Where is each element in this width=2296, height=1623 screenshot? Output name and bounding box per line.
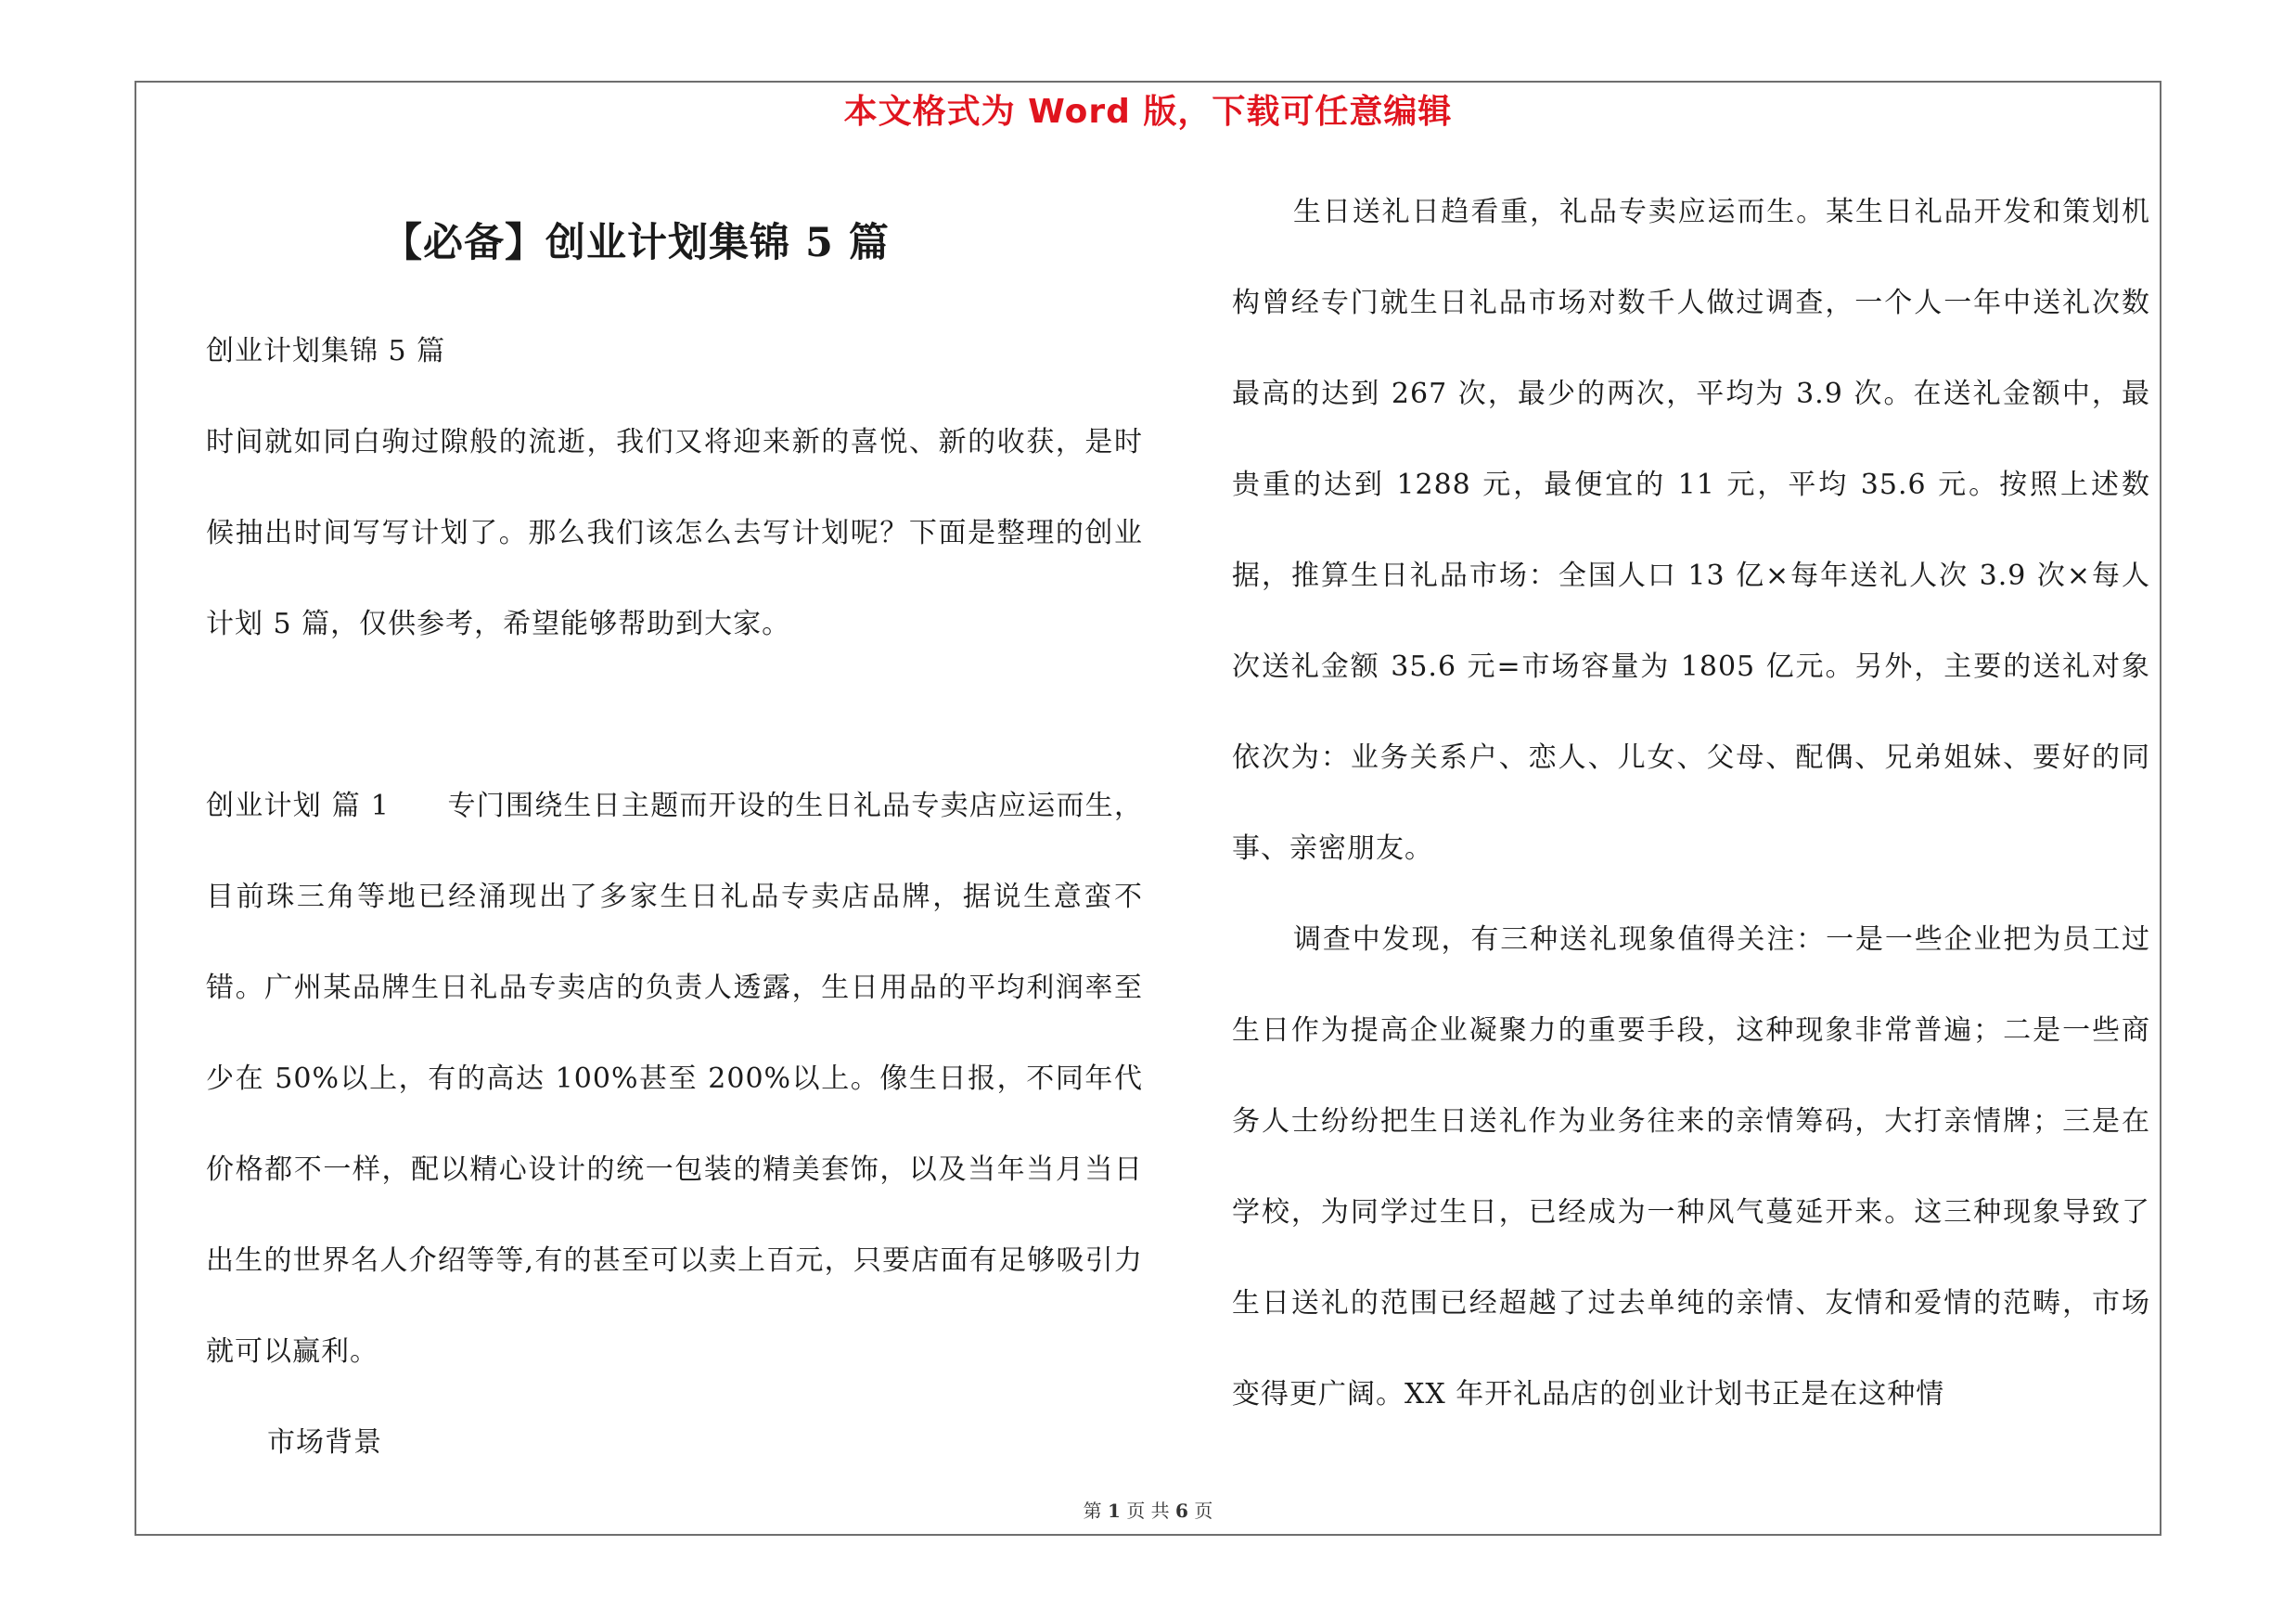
right-column bbox=[1232, 167, 2150, 1440]
section-1-paragraph: 创业计划 篇 1 专门围绕生日主题而开设的生日礼品专卖店应运而生，目前珠三角等地已经涌现出了多家生日礼品专卖店品牌，据说生意蛮不错。广州某品牌生日礼品专卖店的负责人透露，生日用品的平均利润率至少在 50%以上，有的高达 100%甚至 200%以上。像生日报，不同年代价格都不一样，配以精心设计的统一包装的精美套饰，以及当年当月当日出生的世界名人介绍等等,有的甚至可以卖上百元，只要店面有足够吸引力就可以赢利。 bbox=[206, 790, 1143, 1368]
footer-middle: 页 共 bbox=[1126, 1500, 1170, 1522]
document-title: 【必备】创业计划集锦 5 篇 bbox=[382, 220, 890, 266]
footer-suffix: 页 bbox=[1194, 1500, 1213, 1522]
footer-total-pages: 6 bbox=[1175, 1500, 1188, 1522]
intro-paragraph: 时间就如同白驹过隙般的流逝，我们又将迎来新的喜悦、新的收获，是时候抽出时间写写计划了。那么我们该怎么去写计划呢？下面是整理的创业计划 5 篇，仅供参考，希望能够帮助到大家。 bbox=[206, 426, 1143, 640]
paragraph-gap bbox=[206, 670, 1143, 761]
format-banner: 本文格式为 Word 版，下载可任意编辑 bbox=[843, 93, 1453, 131]
market-paragraph-1: 生日送礼日趋看重，礼品专卖应运而生。某生日礼品开发和策划机构曾经专门就生日礼品市场对数千人做过调查，一个人一年中送礼次数最高的达到 267 次，最少的两次，平均为 3.9 次。在送礼金额中，最贵重的达到 1288 元，最便宜的 11 元，平均 35.6 元。按照上述数据，推算生日礼品市场：全国人口 13 亿×每年送礼人次 3.9 次×每人次送礼金额 35.6 元=市场容量为 1805 亿元。另外，主要的送礼对象依次为：业务关系户、恋人、儿女、父母、配偶、兄弟姐妹、要好的同事、亲密朋友。 bbox=[1232, 196, 2150, 865]
page-footer bbox=[0, 1496, 2296, 1523]
market-paragraph-2: 调查中发现，有三种送礼现象值得关注：一是一些企业把为员工过生日作为提高企业凝聚力的重要手段，这种现象非常普遍；二是一些商务人士纷纷把生日送礼作为业务往来的亲情筹码，大打亲情牌；三是在学校，为同学过生日，已经成为一种风气蔓延开来。这三种现象导致了生日送礼的范围已经超越了过去单纯的亲情、友情和爱情的范畴，市场变得更广阔。XX 年开礼品店的创业计划书正是在这种情 bbox=[1232, 923, 2150, 1410]
left-column bbox=[206, 306, 1143, 1488]
footer-page-number: 1 bbox=[1108, 1500, 1121, 1522]
subtitle: 创业计划集锦 5 篇 bbox=[206, 335, 446, 367]
market-background-heading: 市场背景 bbox=[267, 1426, 382, 1459]
footer-prefix: 第 bbox=[1083, 1500, 1102, 1522]
